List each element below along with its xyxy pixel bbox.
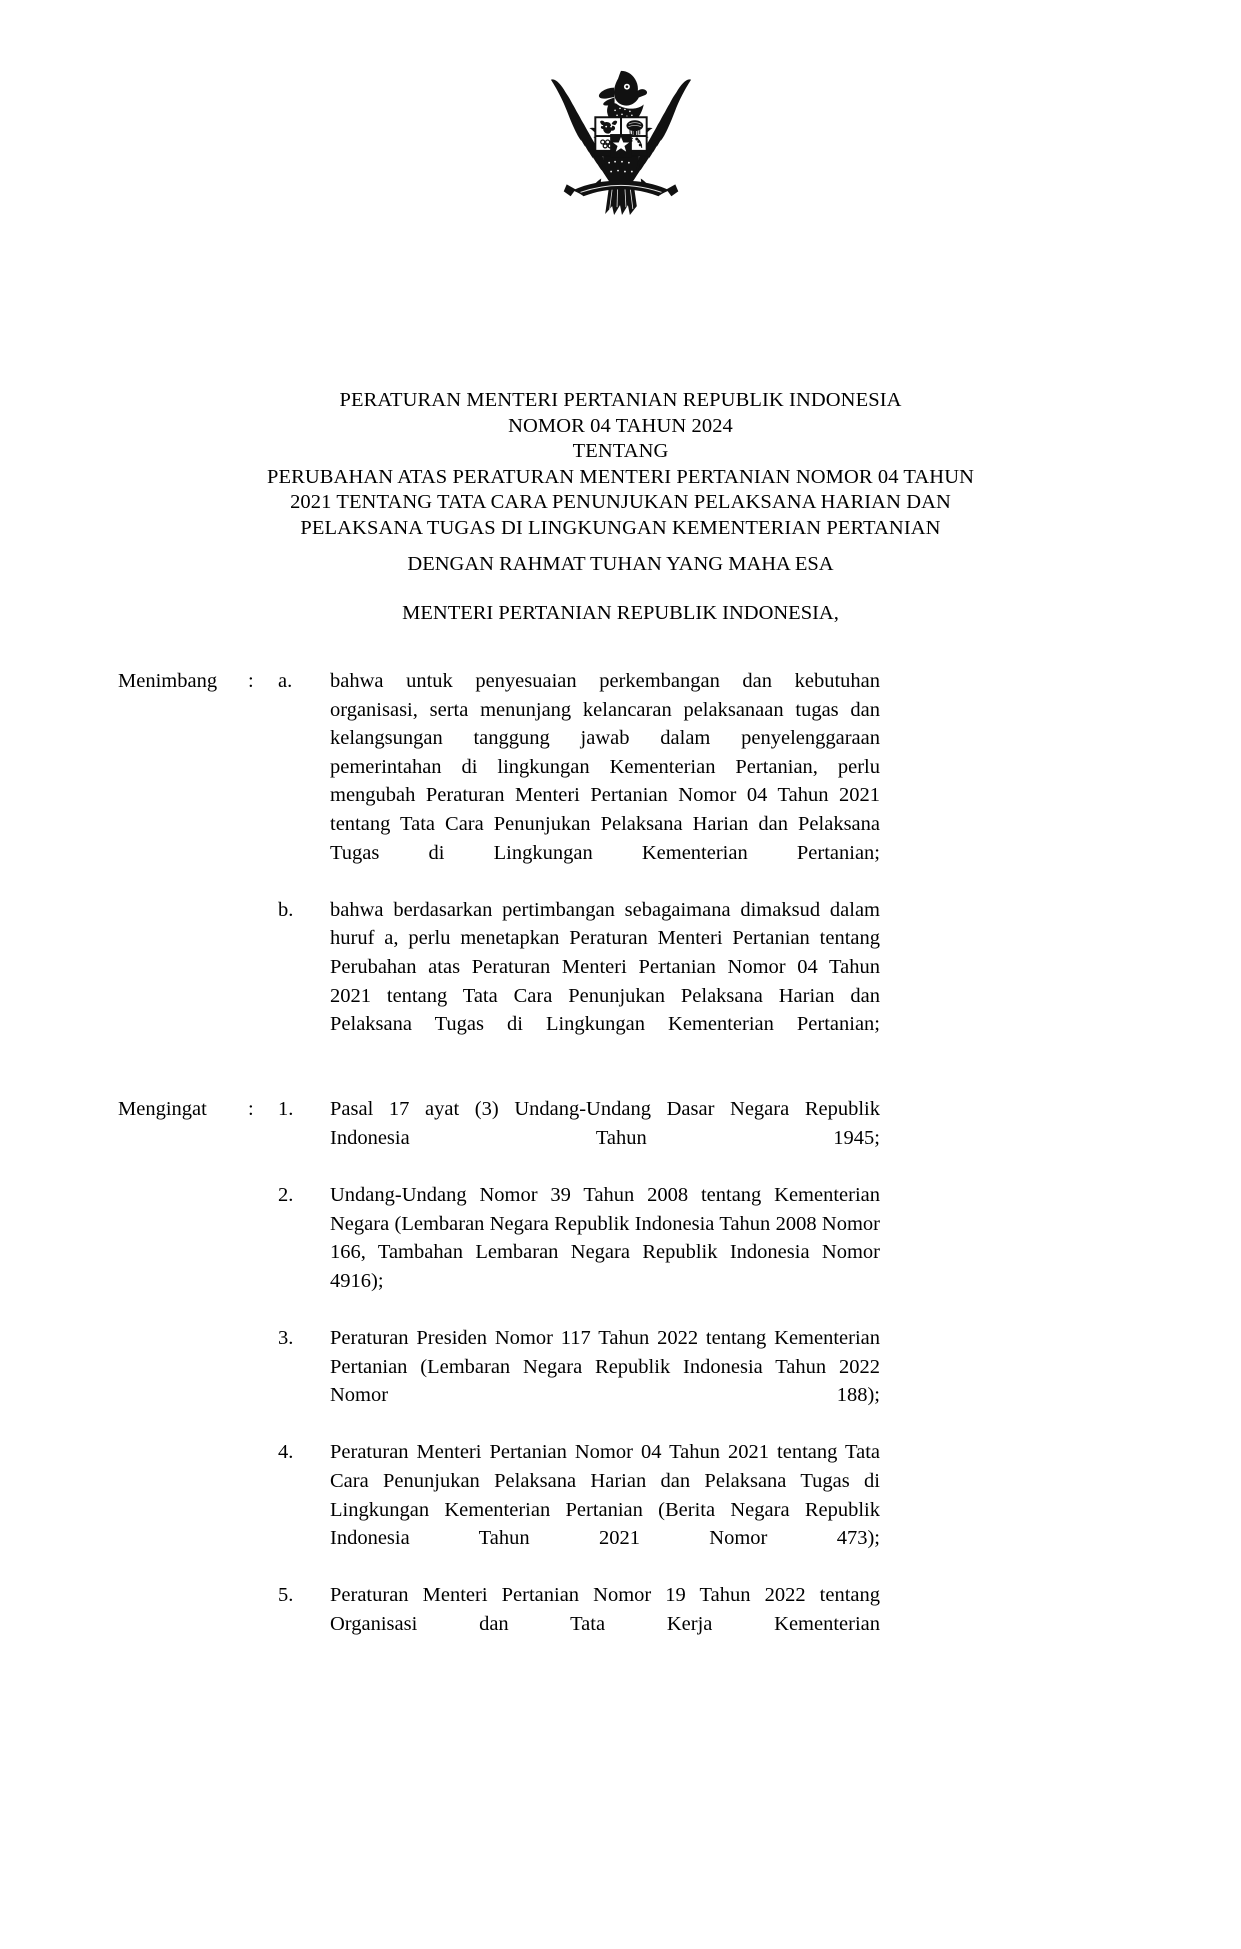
authority-line: MENTERI PERTANIAN REPUBLIK INDONESIA, (402, 602, 839, 624)
list-item (278, 896, 880, 1068)
clause-menimbang (0, 667, 1241, 1067)
clause-colon-menimbang: : (248, 670, 254, 692)
clause-items-menimbang (278, 667, 880, 1067)
clause-label-menimbang: Menimbang (118, 670, 218, 692)
emblem-container (0, 58, 1241, 218)
garuda-pancasila-emblem (542, 58, 700, 218)
list-item (278, 1095, 880, 1181)
item-marker: 2. (278, 1184, 294, 1207)
clause-label-mengingat: Mengingat (118, 1098, 207, 1121)
item-marker: 5. (278, 1584, 294, 1607)
item-text: Peraturan Presiden Nomor 117 Tahun 2022 tentang Kementerian Pertanian (Lembaran Negara Republik Indonesia Tahun 2022 Nomor 188); (330, 1327, 880, 1407)
title-line-6: PELAKSANA TUGAS DI LINGKUNGAN KEMENTERIAN PERTANIAN (300, 516, 941, 539)
clause-items-mengingat (278, 1095, 880, 1667)
list-item (278, 667, 880, 896)
item-text: Peraturan Menteri Pertanian Nomor 19 Tahun 2022 tentang Organisasi dan Tata Kerja Kementerian (330, 1584, 880, 1635)
item-text: bahwa untuk penyesuaian perkembangan dan kebutuhan organisasi, serta menunjang kelancaran pelaksanaan tugas dan kelangsungan tanggung jawab dalam penyelenggaraan pemerintahan di lingkungan Kementerian Pertanian, perlu mengubah Peraturan Menteri Pertanian Nomor 04 Tahun 2021 tentang Tata Cara Penunjukan Pelaksana Harian dan Pelaksana Tugas di Lingkungan Kementerian Pertanian; (330, 670, 880, 864)
item-text: Peraturan Menteri Pertanian Nomor 04 Tahun 2021 tentang Tata Cara Penunjukan Pelaksana Harian dan Pelaksana Tugas di Lingkungan Kementerian Pertanian (Berita Negara Republik Indonesia Tahun 2021 Nomor 473); (330, 1441, 880, 1550)
item-text: Pasal 17 ayat (3) Undang-Undang Dasar Negara Republik Indonesia Tahun 1945; (330, 1098, 880, 1149)
item-marker: b. (278, 898, 294, 921)
clause-mengingat (0, 1095, 1241, 1667)
item-text: Undang-Undang Nomor 39 Tahun 2008 tentang Kementerian Negara (Lembaran Negara Republik Indonesia Tahun 2008 Nomor 166, Tambahan Lembaran Negara Republik Indonesia Nomor 4916); (330, 1184, 880, 1292)
list-item (278, 1438, 880, 1581)
invocation-line: DENGAN RAHMAT TUHAN YANG MAHA ESA (407, 553, 834, 575)
item-marker: 1. (278, 1098, 294, 1121)
title-line-4: PERUBAHAN ATAS PERATURAN MENTERI PERTANIAN NOMOR 04 TAHUN (266, 465, 975, 488)
title-line-3: TENTANG (572, 440, 669, 462)
list-item (278, 1581, 880, 1667)
item-marker: 3. (278, 1327, 294, 1350)
item-marker: a. (278, 670, 293, 692)
item-text: bahwa berdasarkan pertimbangan sebagaimana dimaksud dalam huruf a, perlu menetapkan Peraturan Menteri Pertanian tentang Perubahan atas Peraturan Menteri Pertanian Nomor 04 Tahun 2021 tentang Tata Cara Penunjukan Pelaksana Harian dan Pelaksana Tugas di Lingkungan Kementerian Pertanian; (330, 898, 880, 1036)
title-line-2: NOMOR 04 TAHUN 2024 (508, 414, 733, 437)
title-line-1: PERATURAN MENTERI PERTANIAN REPUBLIK INDONESIA (339, 389, 902, 411)
consideranda-block (0, 667, 1241, 1667)
item-marker: 4. (278, 1441, 294, 1464)
title-line-5: 2021 TENTANG TATA CARA PENUNJUKAN PELAKSANA HARIAN DAN (290, 491, 951, 513)
clause-colon-mengingat: : (248, 1098, 254, 1121)
document-title-block (110, 388, 1131, 541)
list-item (278, 1324, 880, 1438)
list-item (278, 1181, 880, 1324)
